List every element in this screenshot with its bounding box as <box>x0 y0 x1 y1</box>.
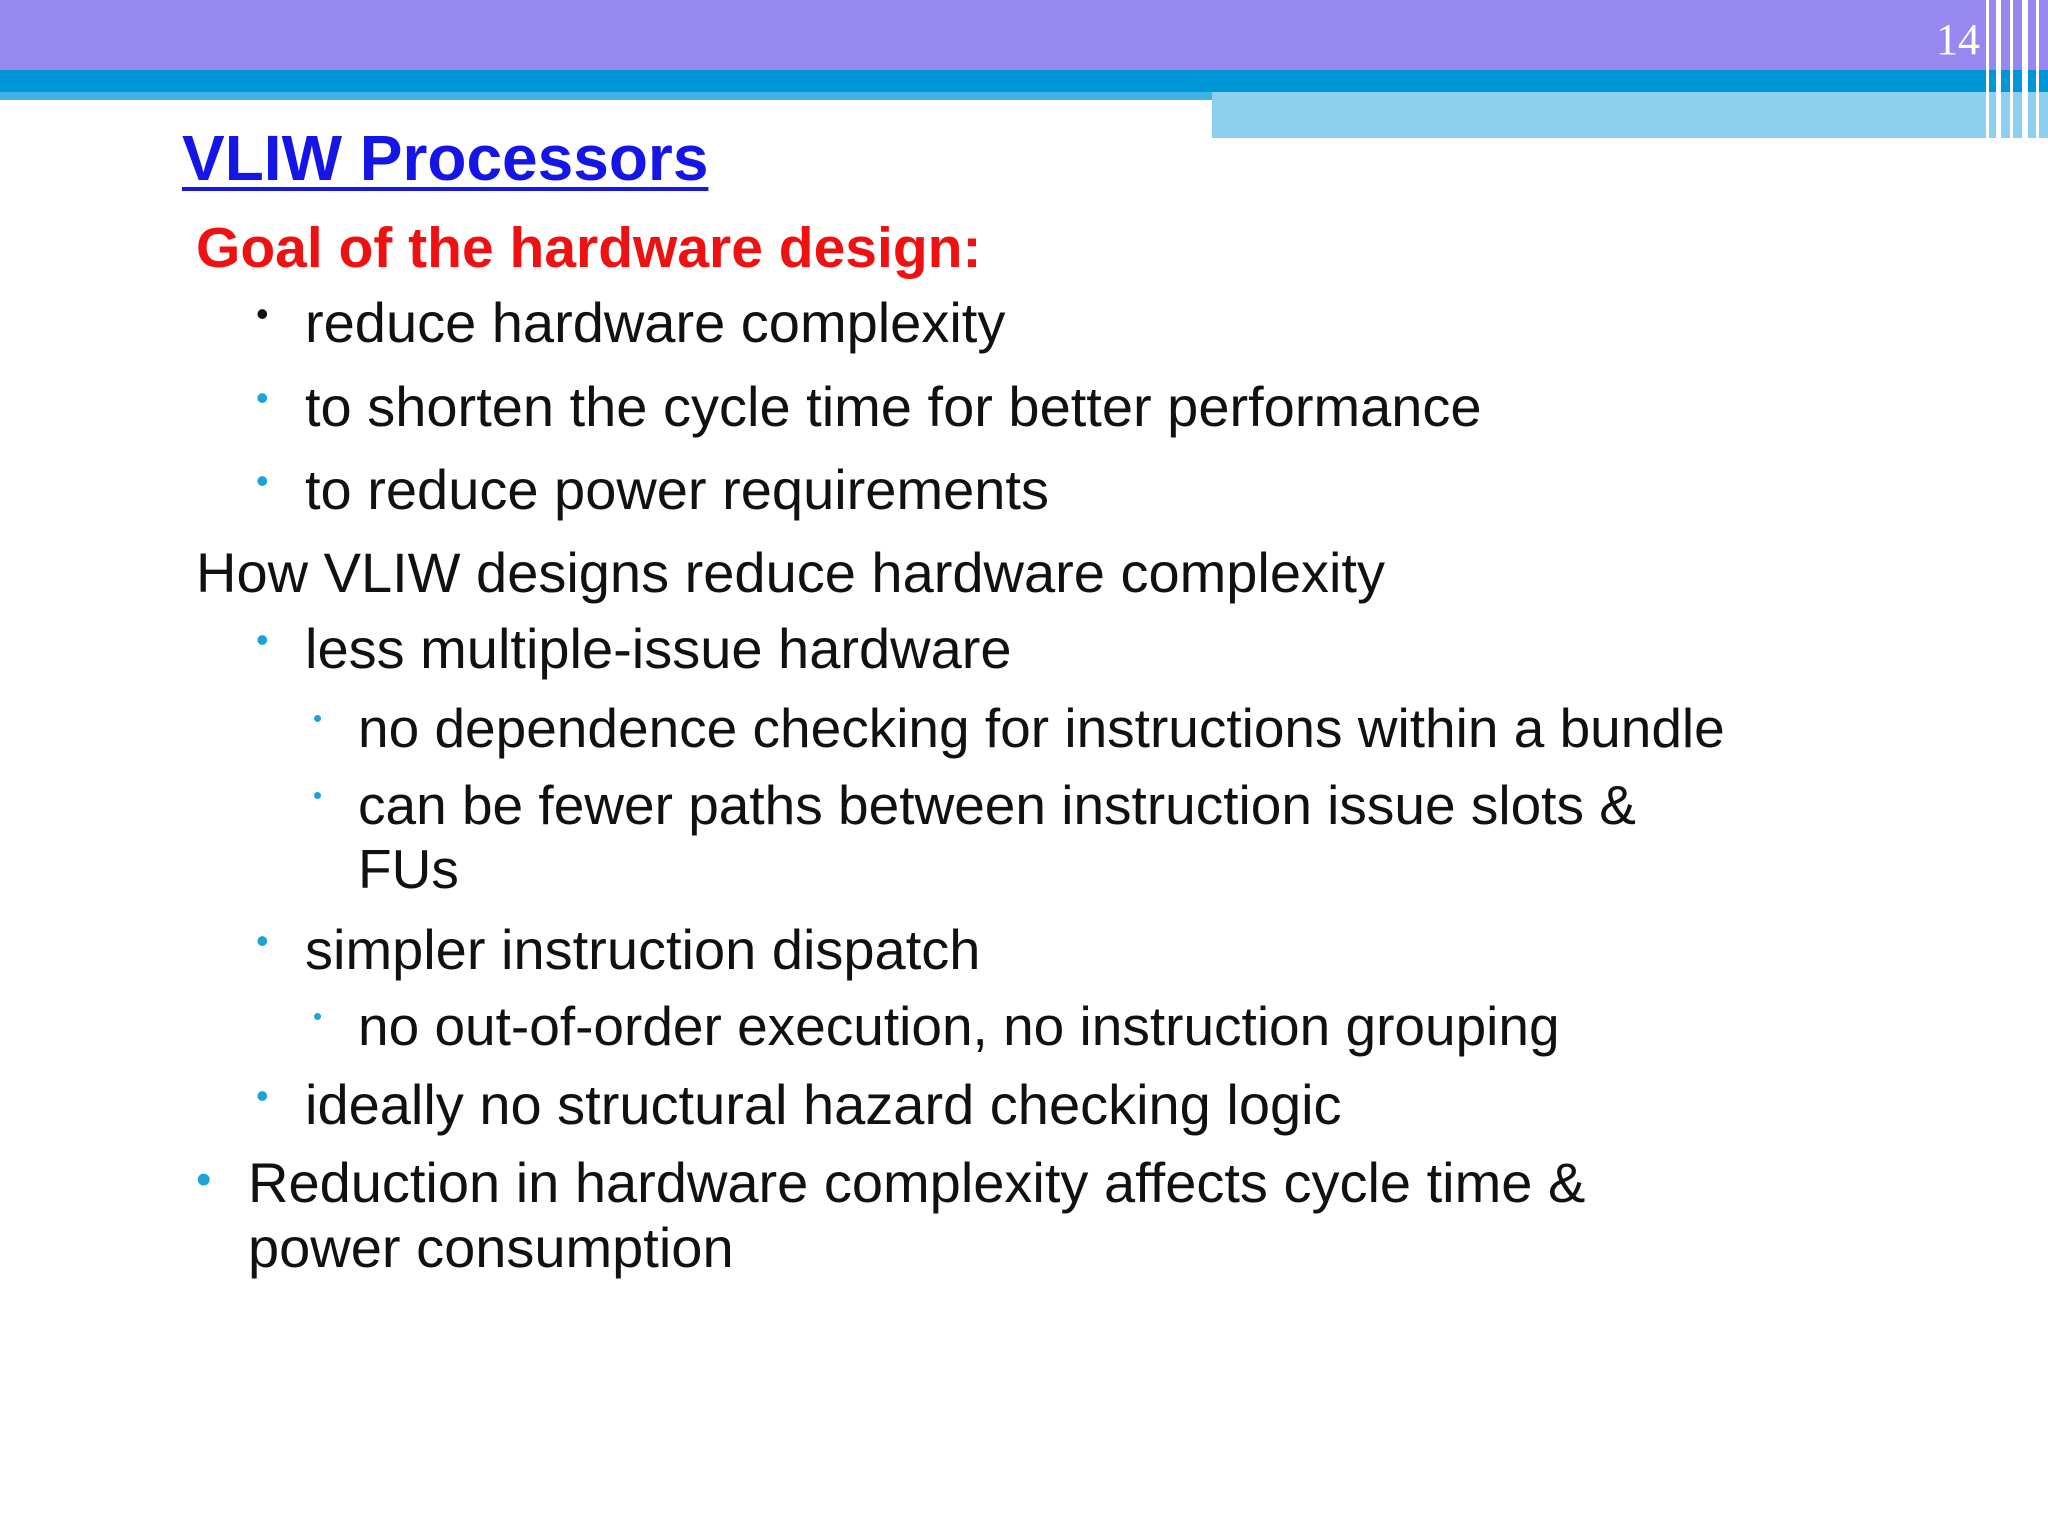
how-subitem-continued: FUs <box>358 838 459 900</box>
header-band-light <box>1212 92 2048 138</box>
bullet-dot-icon: • <box>256 460 269 501</box>
how-item: less multiple-issue hardware <box>305 617 1012 680</box>
header-stripe <box>1986 0 1989 138</box>
bullet-dot-icon: • <box>256 920 269 961</box>
how-item: ideally no structural hazard checking logic <box>305 1073 1342 1136</box>
header-band-blue <box>0 70 2048 92</box>
bullet-dot-icon: • <box>256 1075 269 1116</box>
bullet-dot-icon: • <box>256 377 269 418</box>
goal-item: to reduce power requirements <box>305 458 1049 521</box>
conclusion-line: Reduction in hardware complexity affects cycle time & <box>248 1151 1586 1214</box>
header-stripe <box>2036 0 2039 138</box>
header-stripe <box>2022 0 2028 138</box>
slide-title: VLIW Processors <box>182 122 709 194</box>
how-subitem: no dependence checking for instructions within a bundle <box>358 697 1725 759</box>
goal-item: to shorten the cycle time for better performance <box>305 375 1482 438</box>
header-band-purple <box>0 0 2048 70</box>
header-band-blue-thin <box>0 92 1212 100</box>
header-stripe <box>2010 0 2013 138</box>
how-item: simpler instruction dispatch <box>305 918 981 981</box>
header-stripe <box>1996 0 2001 138</box>
bullet-dot-icon: • <box>256 619 269 660</box>
page-number: 14 <box>1936 15 1980 64</box>
how-subitem: can be fewer paths between instruction issue slots & <box>358 774 1636 836</box>
conclusion-line-continued: power consumption <box>248 1216 734 1279</box>
bullet-dot-icon: • <box>196 1155 212 1204</box>
sub-bullet-dot-icon: • <box>313 1001 323 1031</box>
goal-item: reduce hardware complexity <box>305 291 1006 354</box>
how-heading: How VLIW designs reduce hardware complexity <box>196 541 1385 604</box>
bullet-dot-icon: • <box>256 293 269 334</box>
sub-bullet-dot-icon: • <box>313 780 323 810</box>
sub-bullet-dot-icon: • <box>313 703 323 733</box>
how-subitem: no out-of-order execution, no instruction grouping <box>358 995 1560 1057</box>
goal-heading: Goal of the hardware design: <box>196 216 982 280</box>
